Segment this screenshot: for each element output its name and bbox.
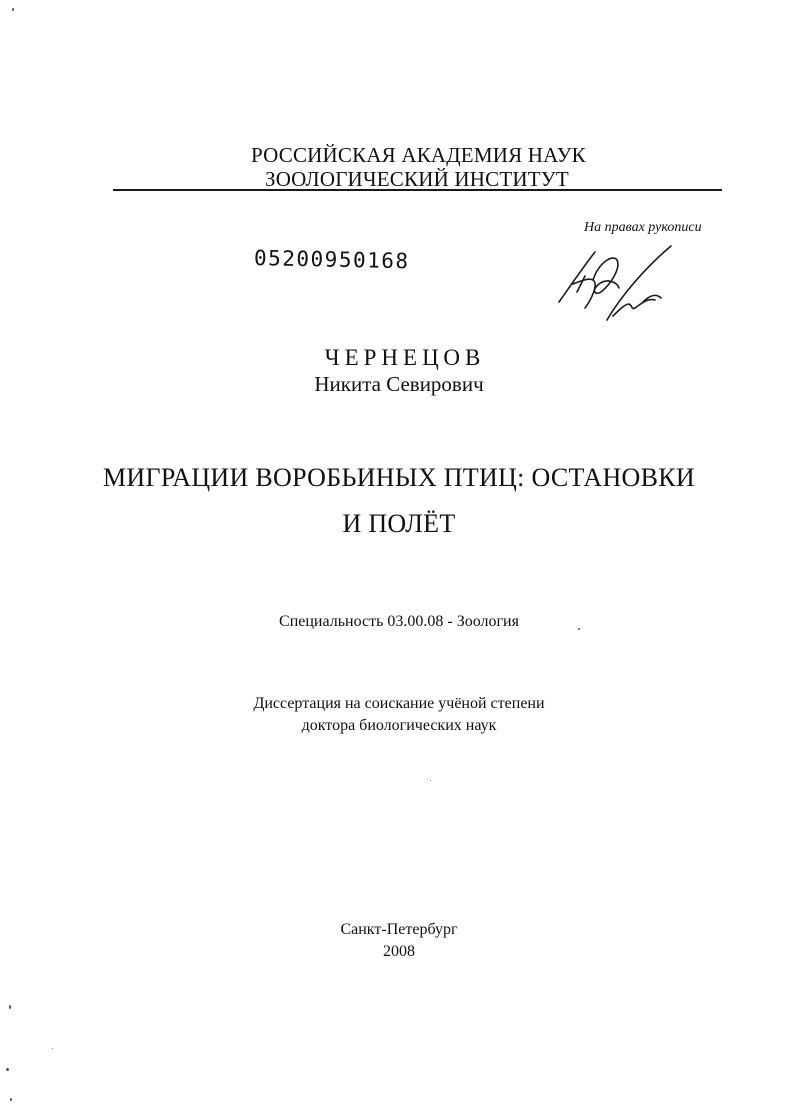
signature-stroke xyxy=(559,246,671,320)
scan-speck xyxy=(6,1068,9,1071)
header-divider xyxy=(113,189,722,191)
author-surname: ЧЕРНЕЦОВ xyxy=(324,345,486,370)
institute-name: ЗООЛОГИЧЕСКИЙ ИНСТИТУТ xyxy=(265,167,569,191)
scan-speck xyxy=(12,8,14,11)
organization-name: РОССИЙСКАЯ АКАДЕМИЯ НАУК xyxy=(251,143,586,167)
dissertation-title-line2: И ПОЛЁТ xyxy=(342,509,456,538)
document-number-stamp: 05200950168 xyxy=(253,246,410,274)
scan-speck xyxy=(9,1005,11,1009)
author-given-name: Никита Севирович xyxy=(314,372,484,396)
scan-speck xyxy=(10,1098,12,1101)
speciality: Специальность 03.00.08 - Зоология xyxy=(279,613,519,630)
year: 2008 xyxy=(383,943,415,960)
dissertation-title-line1: МИГРАЦИИ ВОРОБЬИНЫХ ПТИЦ: ОСТАНОВКИ xyxy=(103,463,695,492)
scan-speck xyxy=(578,628,580,630)
rights-note: На правах рукописи xyxy=(584,220,702,235)
city: Санкт-Петербург xyxy=(340,921,458,938)
degree-statement-line2: доктора биологических наук xyxy=(301,717,497,734)
scan-speck xyxy=(430,780,431,781)
degree-statement-line1: Диссертация на соискание учёной степени xyxy=(253,695,545,712)
scan-speck xyxy=(52,1048,53,1049)
handwritten-signature xyxy=(555,240,675,325)
